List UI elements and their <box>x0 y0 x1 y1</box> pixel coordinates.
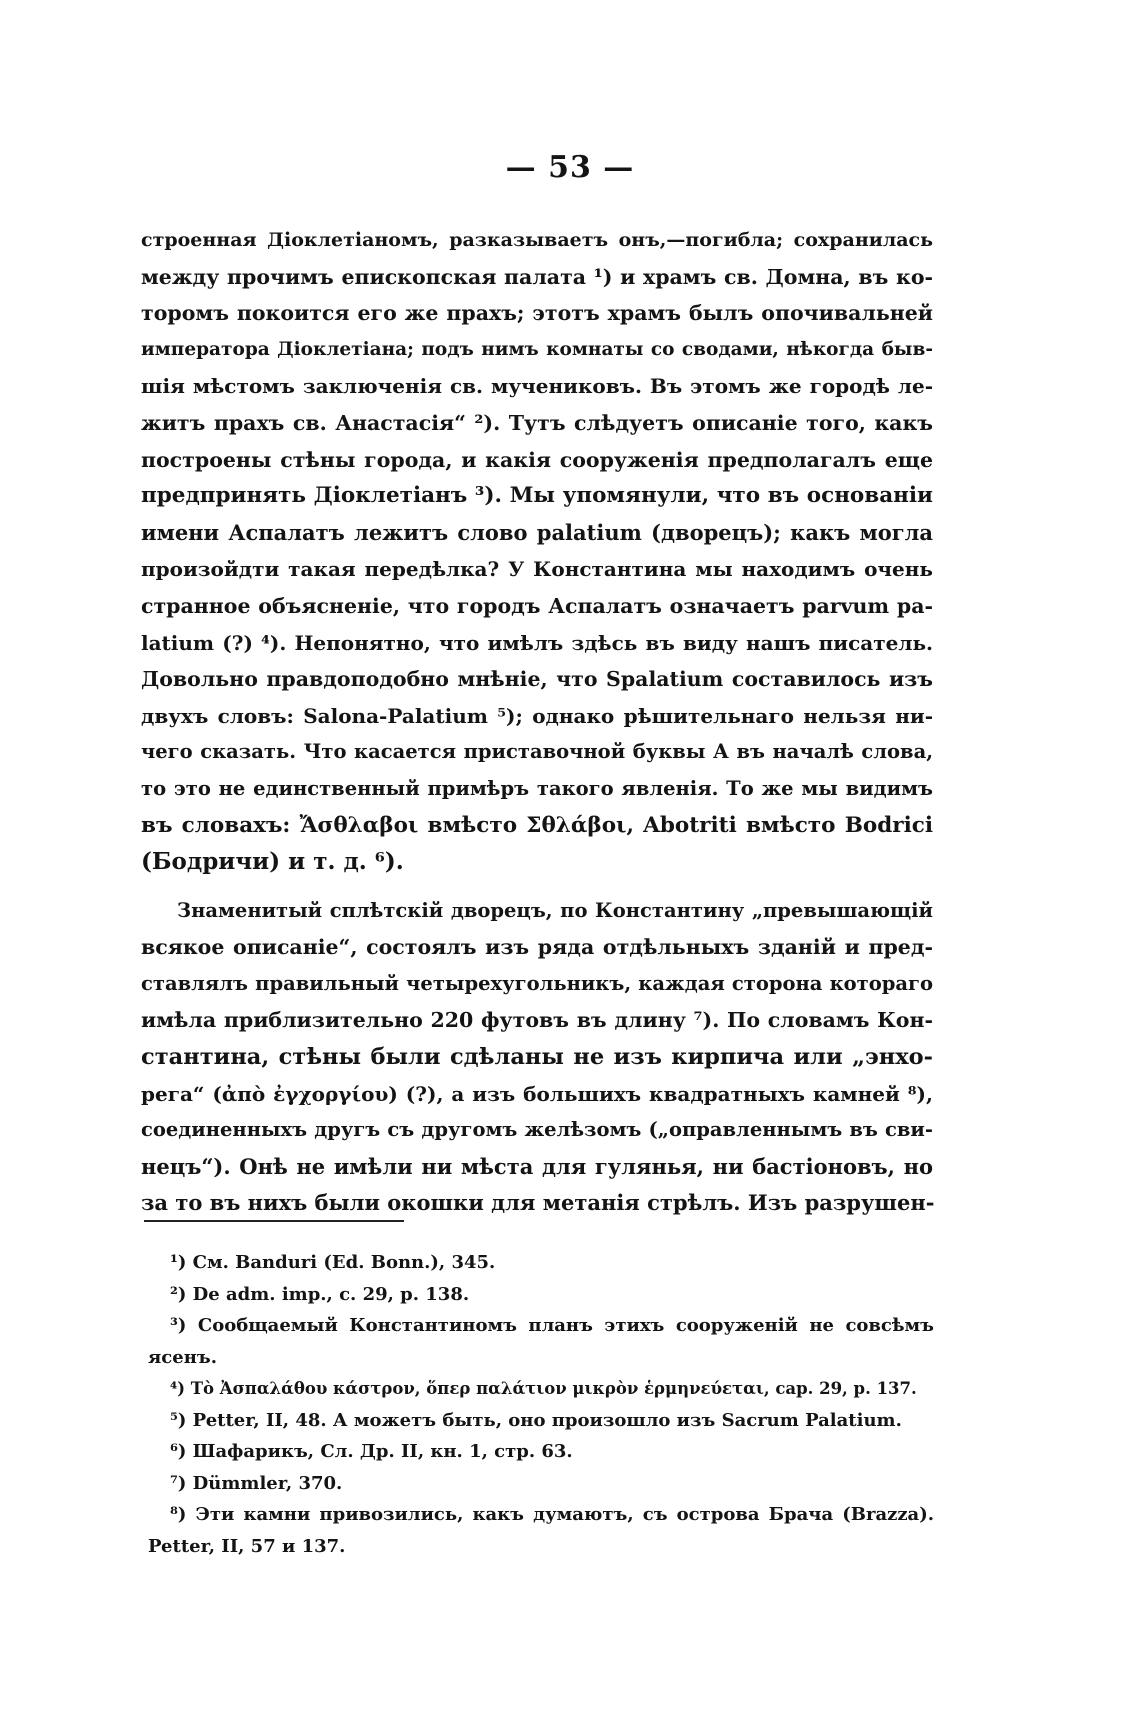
text-line: нецъ“). Онѣ не имѣли ни мѣста для гулянья, ни бастіоновъ, но <box>141 1153 933 1179</box>
text-line: произойдти такая передѣлка? У Константина мы находимъ очень <box>141 557 933 582</box>
footnote-4: ⁴) Τὸ Ἀσπαλάθου κάστρον, ὅπερ παλάτιον μικρὸν ἑρμηνεύεται, cap. 29, p. 137. <box>170 1379 917 1398</box>
text-line: то это не единственный примѣръ такого явленія. То же мы видимъ <box>141 776 933 800</box>
text-line: (Бодричи) и т. д. ⁶). <box>141 848 404 876</box>
text-line: соединенныхъ другъ съ другомъ желѣзомъ („оправленнымъ въ сви- <box>141 1118 933 1142</box>
text-line: ставлялъ правильный четырехугольникъ, каждая сторона котораго <box>141 971 933 995</box>
text-line: имени Аспалатъ лежитъ слово palatium (дворецъ); какъ могла <box>141 519 933 545</box>
footnotes <box>148 1247 934 1562</box>
footnote-8: ⁸) Эти камни привозились, какъ думаютъ, съ острова Брача (Brazza). <box>170 1504 934 1525</box>
text-line: между прочимъ епископская палата ¹) и храмъ св. Домна, въ ко- <box>141 264 933 289</box>
text-line: имѣла приблизительно 220 футовъ въ длину ⁷). По словамъ Кон- <box>141 1008 933 1033</box>
paragraph-1 <box>141 222 933 881</box>
text-line: чего сказать. Что касается приставочной буквы А въ началѣ слова, <box>141 740 933 764</box>
text-line: житъ прахъ св. Анастасія“ ²). Тутъ слѣдуетъ описаніе того, какъ <box>141 410 933 435</box>
footnote-3-continued: ясенъ. <box>148 1346 217 1368</box>
body-text <box>141 222 933 1222</box>
text-line: Довольно правдоподобно мнѣніе, что Spalatium составилось изъ <box>141 667 933 692</box>
text-line: рега“ (ἀπὸ ἐγχοργίου) (?), а изъ большихъ квадратныхъ камней ⁸), <box>141 1081 933 1106</box>
text-line: всякое описаніе“, состоялъ изъ ряда отдѣльныхъ зданій и пред- <box>141 935 933 960</box>
footnote-3: ³) Сообщаемый Константиномъ планъ этихъ сооруженій не совсѣмъ <box>170 1315 934 1336</box>
paragraph-2 <box>141 893 933 1222</box>
text-line: странное объясненіе, что городъ Аспалатъ означаетъ parvum pa- <box>141 593 933 618</box>
footnote-7: ⁷) Dümmler, 370. <box>170 1472 343 1494</box>
footnote-6: ⁶) Шафарикъ, Сл. Др. II, кн. 1, стр. 63. <box>170 1441 573 1462</box>
text-line: стантина, стѣны были сдѣланы не изъ кирпича или „энхо- <box>141 1044 933 1071</box>
text-line: за то въ нихъ были окошки для метанія стрѣлъ. Изъ разрушен- <box>141 1190 935 1216</box>
footnote-8-continued: Petter, II, 57 и 137. <box>148 1535 346 1557</box>
text-line: шія мѣстомъ заключенія св. мучениковъ. Въ этомъ же городѣ ле- <box>141 374 933 399</box>
text-line: Знаменитый сплѣтскій дворецъ, по Константину „превышающій <box>177 898 933 922</box>
text-line: строенная Діоклетіаномъ, разказываетъ онъ,—погибла; сохранилась <box>141 229 933 251</box>
text-line: торомъ покоится его же прахъ; этотъ храмъ былъ опочивальней <box>141 301 933 326</box>
footnote-divider <box>144 1220 404 1222</box>
footnote-5: ⁵) Petter, II, 48. А можетъ быть, оно произошло изъ Sacrum Palatium. <box>170 1409 902 1431</box>
text-line: построены стѣны города, и какія сооруженія предполагалъ еще <box>141 447 933 472</box>
text-line: двухъ словъ: Salona-Palatium ⁵); однако рѣшительнаго нельзя ни- <box>141 703 933 728</box>
text-line: императора Діоклетіана; подъ нимъ комнаты со сводами, нѣкогда быв- <box>141 338 933 360</box>
paragraph-gap <box>141 881 933 893</box>
text-line: предпринять Діоклетіанъ ³). Мы упомянули, что въ основаніи <box>141 483 933 509</box>
footnote-2: ²) De adm. imp., c. 29, p. 138. <box>170 1283 470 1305</box>
text-line: latium (?) ⁴). Непонятно, что имѣлъ здѣсь въ виду нашъ писатель. <box>141 630 933 655</box>
text-line: въ словахъ: Ἄσθλαβοι вмѣсто Σθλάβοι, Abotriti вмѣсто Bodrici <box>141 812 933 838</box>
page-number: — 53 — <box>505 150 635 185</box>
footnote-1: ¹) См. Banduri (Ed. Bonn.), 345. <box>170 1252 496 1273</box>
